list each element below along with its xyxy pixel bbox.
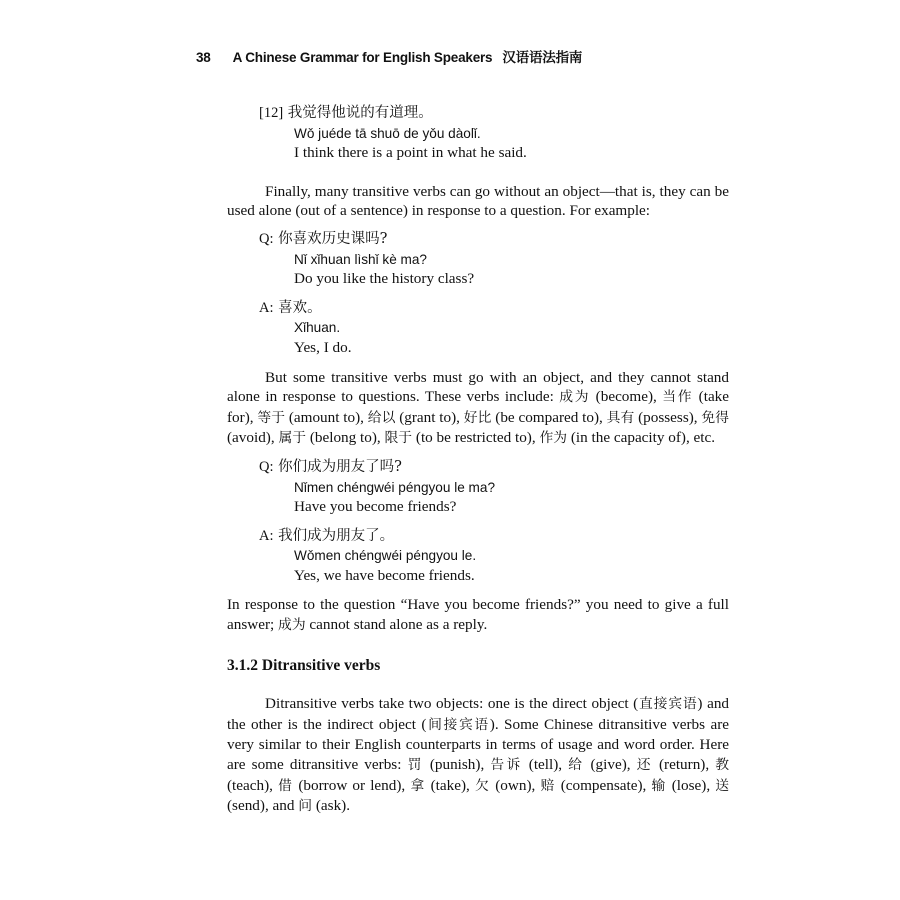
cn-term: 拿 [410, 777, 426, 794]
qa-example-1 [259, 230, 729, 358]
cn-term: 当作 [662, 389, 694, 406]
answer-english: Yes, I do. [294, 338, 352, 356]
running-header [196, 46, 582, 66]
answer-label: A: [259, 299, 274, 316]
cn-term: 作为 [539, 430, 568, 447]
question-english: Have you become friends? [294, 498, 457, 516]
cn-term: 还 [636, 757, 653, 774]
cn-term: 限于 [384, 430, 413, 447]
cn-term: 教 [715, 757, 730, 774]
cn-term: 好比 [463, 409, 492, 426]
cn-term: 间接宾语 [426, 716, 490, 733]
example-pinyin: Wǒ juéde tā shuō de yǒu dàolǐ. [294, 125, 481, 141]
qa-example-2 [259, 458, 729, 586]
cn-term: 欠 [474, 777, 491, 794]
cn-term: 免得 [701, 409, 730, 426]
cn-term: 属于 [278, 430, 307, 447]
cn-term: 借 [278, 777, 294, 794]
cn-term: 成为 [278, 617, 306, 634]
cn-term: 赔 [540, 777, 556, 794]
paragraph-full-answer: In response to the question “Have you become friends?” you need to give a full answer; 成为 cannot stand alone as a reply. [227, 596, 729, 634]
answer-pinyin: Xǐhuan. [294, 320, 341, 336]
cn-term: 给 [568, 757, 585, 774]
page-body [227, 104, 729, 817]
answer-english: Yes, we have become friends. [294, 566, 475, 584]
cn-term: 问 [298, 798, 313, 815]
example-english: I think there is a point in what he said. [294, 144, 527, 162]
paragraph-must-have-object: But some transitive verbs must go with an object, and they cannot stand alone in response to questions. These verbs include: 成为 (become), 当作 (take for), 等于 (amount to), 给以 (grant to), 好比 (be compared to), 具有 (possess), 免得 (avoid), 属于 (belong to), 限于 (to be restricted to), 作为 (in the capacity of), etc. [227, 368, 730, 447]
cn-term: 具有 [606, 409, 635, 426]
question-chinese: 你们成为朋友了吗? [278, 458, 402, 475]
answer-label: A: [259, 527, 274, 544]
question-pinyin: Nǐ xǐhuan lìshǐ kè ma? [294, 251, 427, 267]
question-english: Do you like the history class? [294, 270, 475, 288]
book-title: A Chinese Grammar for English Speakers [232, 50, 493, 65]
answer-chinese: 我们成为朋友了。 [278, 527, 395, 544]
cn-term: 给以 [367, 409, 396, 426]
cn-term: 罚 [407, 757, 424, 774]
answer-pinyin: Wǒmen chéngwéi péngyou le. [294, 548, 477, 564]
question-label: Q: [259, 230, 274, 247]
question-label: Q: [259, 458, 274, 475]
example-number: [12] [259, 105, 284, 121]
question-pinyin: Nǐmen chéngwéi péngyou le ma? [294, 479, 496, 495]
cn-term: 等于 [257, 409, 286, 426]
page-number: 38 [196, 50, 211, 65]
answer-chinese: 喜欢。 [278, 299, 322, 316]
cn-term: 送 [715, 777, 730, 794]
cn-term: 成为 [559, 389, 591, 406]
example-12 [259, 104, 729, 163]
section-heading: 3.1.2 Ditransitive verbs [227, 656, 381, 674]
paragraph-transitive-alone: Finally, many transitive verbs can go without an object—that is, they can be used alone (out of a sentence) in response to a question. For example: [227, 182, 729, 220]
example-chinese: 我觉得他说的有道理。 [287, 105, 433, 121]
question-chinese: 你喜欢历史课吗? [278, 230, 388, 247]
paragraph-ditransitive: Ditransitive verbs take two objects: one is the direct object (直接宾语) and the other is the indirect object (间接宾语). Some Chinese ditransitive verbs are very similar to their English counterparts in terms of usage and word order. Here are some ditransitive verbs: 罚 (punish), 告诉 (tell), 给 (give), 还 (return), 教 (teach), 借 (borrow or lend), 拿 (take), 欠 (own), 赔 (compensate), 输 (lose), 送 (send), and 问 (ask). [227, 695, 730, 815]
cn-term: 直接宾语 [638, 696, 698, 713]
cn-term: 输 [651, 777, 667, 794]
book-title-chinese: 汉语语法指南 [502, 50, 583, 65]
cn-term: 告诉 [490, 757, 523, 774]
